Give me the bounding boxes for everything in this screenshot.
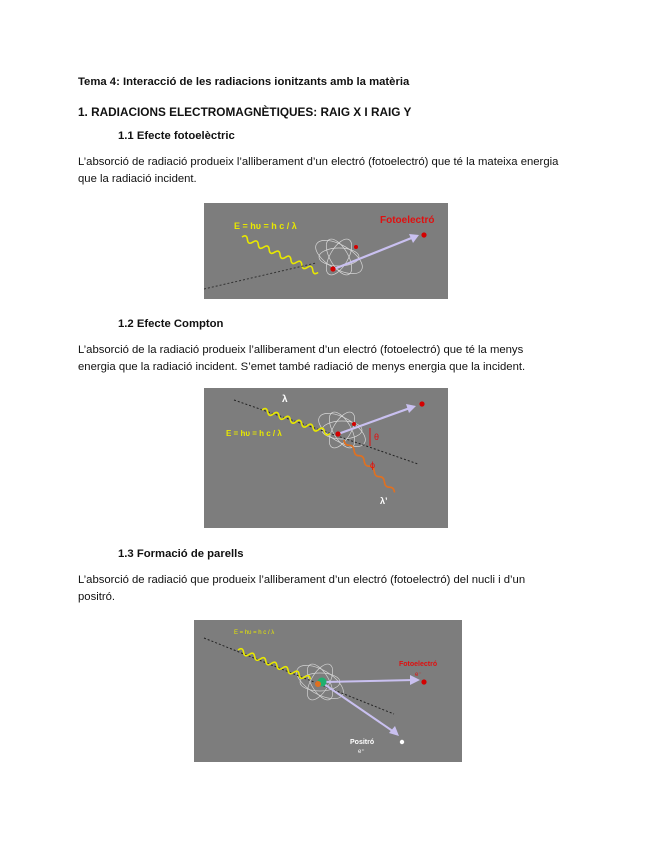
- figure-pair-production: [194, 620, 462, 762]
- electron-dot: [421, 679, 426, 684]
- document-title: Tema 4: Interacció de les radiacions ionitzants amb la matèria: [78, 76, 410, 88]
- figure-photoelectric-effect: [204, 203, 448, 299]
- energy-formula: E = hυ = h c / λ: [226, 429, 282, 438]
- paragraph-line: positró.: [78, 591, 116, 603]
- electron-dot: [352, 422, 356, 426]
- subsection-heading-pair-production: 1.3 Formació de parells: [118, 548, 244, 560]
- electron-dot: [335, 431, 340, 436]
- paragraph-line: energia que la radiació incident. S’emet també radiació de menys energia que la incident.: [78, 361, 526, 373]
- arrow-head: [406, 404, 416, 413]
- subsection-heading-photoelectric: 1.1 Efecte fotoelèctric: [118, 130, 235, 142]
- orbit: [319, 248, 359, 266]
- figure-compton-effect: [204, 388, 448, 528]
- energy-formula: E = hυ = h c / λ: [234, 221, 297, 231]
- trajectory-line: [204, 263, 316, 289]
- paragraph-pair-production: [78, 572, 578, 606]
- electron-dot: [354, 245, 358, 249]
- nucleus: [315, 681, 321, 687]
- positron-dot: [400, 740, 404, 744]
- paragraph-line: L’absorció de radiació produeix l’alliberament d’un electró (fotoelectró) que té la mateixa energia: [78, 156, 559, 168]
- orbit: [324, 408, 360, 452]
- orbit: [321, 235, 357, 279]
- paragraph-line: que la radiació incident.: [78, 173, 197, 185]
- positron-label: Positró: [350, 739, 375, 746]
- electron-dot: [421, 232, 426, 237]
- positron-symbol: e⁺: [358, 749, 365, 755]
- paragraph-photoelectric: [78, 154, 578, 188]
- electron-dot: [330, 266, 335, 271]
- photon-wave: [237, 648, 311, 682]
- electron-symbol: e⁻: [415, 672, 422, 678]
- paragraph-line: L’absorció de radiació que produeix l’alliberament d’un electró (fotoelectró) del nucli i d’un: [78, 574, 526, 586]
- positron-arrow: [324, 684, 394, 732]
- paragraph-line: L’absorció de la radiació produeix l’alliberament d’un electró (fotoelectró) que té la menys: [78, 344, 524, 356]
- photoelectron-label: Fotoelectró: [380, 215, 435, 226]
- orbit: [321, 235, 357, 279]
- arrow-head: [389, 726, 399, 736]
- orbit: [322, 421, 362, 439]
- subsection-heading-compton: 1.2 Efecte Compton: [118, 318, 224, 330]
- photoelectron-label: Fotoelectró: [399, 661, 438, 668]
- section-heading: 1. RADIACIONS ELECTROMAGNÈTIQUES: RAIG X I RAIG Y: [78, 105, 412, 119]
- energy-formula: E = hυ = h c / λ: [234, 630, 275, 636]
- electron-dot: [419, 401, 424, 406]
- lambda-prime-label: λ’: [380, 496, 388, 506]
- orbit: [324, 408, 360, 452]
- lambda-label: λ: [282, 394, 288, 405]
- phi-label: ϕ: [370, 460, 376, 470]
- photon-wave: [241, 235, 319, 275]
- theta-label: θ: [374, 432, 380, 442]
- electron-arrow: [334, 237, 414, 269]
- paragraph-compton: [78, 342, 578, 376]
